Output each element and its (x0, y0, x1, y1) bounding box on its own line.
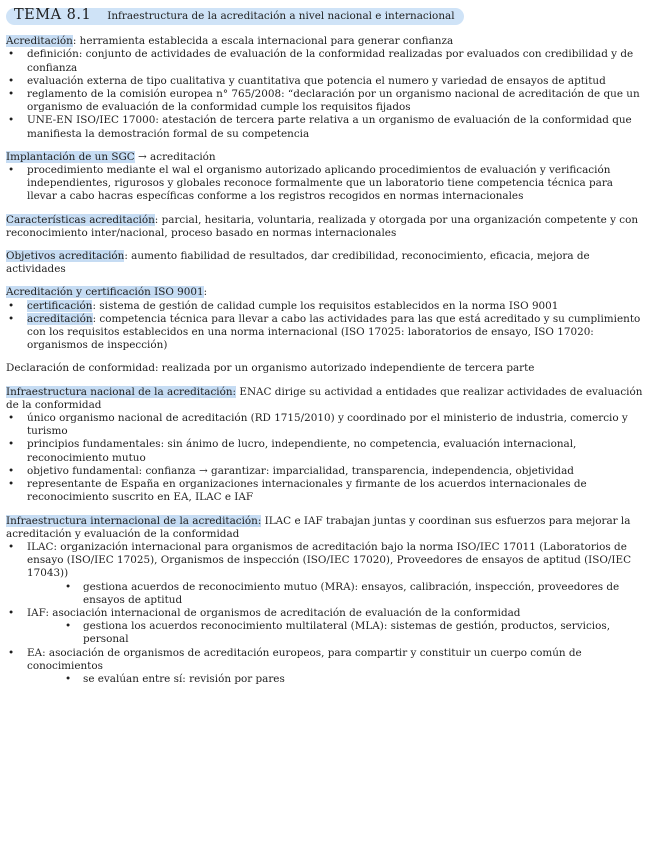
list-item: • procedimiento mediante el wal el organismo autorizado aplicando procedimientos de evaluación y verificación independientes, rigurosos y globales reconoce formalmente que un laboratorio tiene competencia técnica para llevar a cabo hacras específicas conforme a los registros recogidos en normas internacionales (6, 164, 646, 204)
list-item-ea (6, 647, 646, 687)
section-implantacion (6, 151, 646, 204)
list-item: • representante de España en organizaciones internacionales y firmante de los acuerdos internacionales de reconocimiento suscrito en EA, ILAC e IAF (6, 478, 646, 504)
section-objetivos (6, 250, 646, 276)
item-text: IAF: asociación internacional de organismos de acreditación de evaluación de la conformidad (27, 606, 521, 619)
term-highlight: Acreditación (6, 35, 73, 48)
sub-bullet-list (27, 581, 646, 607)
bullet-list (6, 412, 646, 504)
paragraph-text: : aumento fiabilidad de resultados, dar credibilidad, reconocimiento, eficacia, mejora de actividades (6, 250, 590, 276)
heading-text: ILAC e IAF trabajan juntas y coordinan sus esfuerzos para mejorar la acreditación y evaluación de la conformidad (6, 514, 631, 540)
term-highlight: Acreditación y certificación ISO 9001 (6, 286, 204, 299)
sub-bullet-list (27, 673, 646, 686)
list-item: • UNE-EN ISO/IEC 17000: atestación de tercera parte relativa a un organismo de evaluación de la conformidad que manifiesta la demostración formal de su competencia (6, 114, 646, 140)
term-highlight: Implantación de un SGC (6, 150, 135, 163)
list-item: • reglamento de la comisión europea n° 765/2008: “declaración por un organismo nacional de acreditación de que un organismo de evaluación de la conformidad cumple los requisitos fijados (6, 88, 646, 114)
heading-text: : (203, 286, 208, 299)
section-declaracion (6, 362, 646, 375)
document-page (6, 8, 646, 686)
sub-list-item: • gestiona acuerdos de reconocimiento mutuo (MRA): ensayos, calibración, inspección, proveedores de ensayos de aptitud (27, 581, 646, 607)
term-highlight: certificación (27, 299, 93, 312)
list-item: • único organismo nacional de acreditación (RD 1715/2010) y coordinado por el ministerio de industria, comercio y turismo (6, 412, 646, 438)
list-item: • principios fundamentales: sin ánimo de lucro, independiente, no competencia, evaluación internacional, reconocimiento mutuo (6, 438, 646, 464)
item-text: : sistema de gestión de calidad cumple los requisitos establecidos en la norma ISO 9001 (92, 299, 559, 312)
list-item: • evaluación externa de tipo cualitativa y cuantitativa que potencia el numero y variedad de ensayos de aptitud (6, 75, 646, 88)
tema-subtitle: Infraestructura de la acreditación a nivel nacional e internacional (107, 10, 455, 22)
section-heading (6, 515, 646, 541)
list-item (6, 300, 646, 313)
tema-number: TEMA 8.1 (14, 7, 92, 23)
section-heading (6, 286, 646, 299)
heading-text: : herramienta establecida a escala internacional para generar confianza (72, 35, 454, 48)
paragraph (6, 214, 646, 240)
list-item (6, 313, 646, 353)
section-infraestructura-nacional (6, 386, 646, 505)
section-acreditacion (6, 35, 646, 141)
sub-list-item: • se evalúan entre sí: revisión por pares (27, 673, 646, 686)
title-banner (6, 8, 464, 25)
bullet-list (6, 541, 646, 686)
heading-text: → acreditación (134, 150, 216, 163)
section-acreditacion-certificacion (6, 286, 646, 352)
paragraph: Declaración de conformidad: realizada por un organismo autorizado independiente de tercera parte (6, 362, 535, 375)
bullet-list (6, 48, 646, 140)
section-heading (6, 151, 646, 164)
paragraph-text: : parcial, hesitaria, voluntaria, realizada y otorgada por una organización competente y con reconocimiento inter/nacional, proceso basado en normas internacionales (6, 213, 639, 239)
item-text: : competencia técnica para llevar a cabo las actividades para las que está acreditado y su cumplimiento con los requisitos establecidos en una norma internacional (ISO 17025: laboratorios de ensayo, ISO 17020: organismos de inspección) (27, 312, 641, 352)
section-heading (6, 35, 646, 48)
section-caracteristicas (6, 214, 646, 240)
bullet-list (6, 300, 646, 353)
heading-text: ENAC dirige su actividad a entidades que realizar actividades de evaluación de la conformidad (6, 385, 643, 411)
list-item-ilac (6, 541, 646, 607)
section-heading (6, 386, 646, 412)
sub-list-item: • gestiona los acuerdos reconocimiento multilateral (MLA): sistemas de gestión, productos, servicios, personal (27, 620, 646, 646)
item-text: EA: asociación de organismos de acreditación europeos, para compartir y constituir un cuerpo común de conocimientos (27, 646, 582, 672)
sub-bullet-list (27, 620, 646, 646)
term-highlight: acreditación (27, 312, 93, 325)
item-text: ILAC: organización internacional para organismos de acreditación bajo la norma ISO/IEC 17011 (Laboratorios de ensayo (ISO/IEC 17025), Organismos de inspección (ISO/IEC 17020), Proveedores de ensayos de aptitud (ISO/IEC 17043)) (27, 540, 632, 580)
paragraph (6, 250, 646, 276)
section-infraestructura-internacional (6, 515, 646, 687)
list-item: • objetivo fundamental: confianza → garantizar: imparcialidad, transparencia, independencia, objetividad (6, 465, 646, 478)
term-highlight: Infraestructura nacional de la acreditación: (6, 385, 237, 398)
term-highlight: Objetivos acreditación (6, 250, 125, 263)
bullet-list (6, 164, 646, 204)
list-item: • definición: conjunto de actividades de evaluación de la conformidad realizadas por evaluados con credibilidad y de confianza (6, 48, 646, 74)
term-highlight: Infraestructura internacional de la acreditación: (6, 514, 262, 527)
term-highlight: Características acreditación (6, 213, 155, 226)
list-item-iaf (6, 607, 646, 647)
